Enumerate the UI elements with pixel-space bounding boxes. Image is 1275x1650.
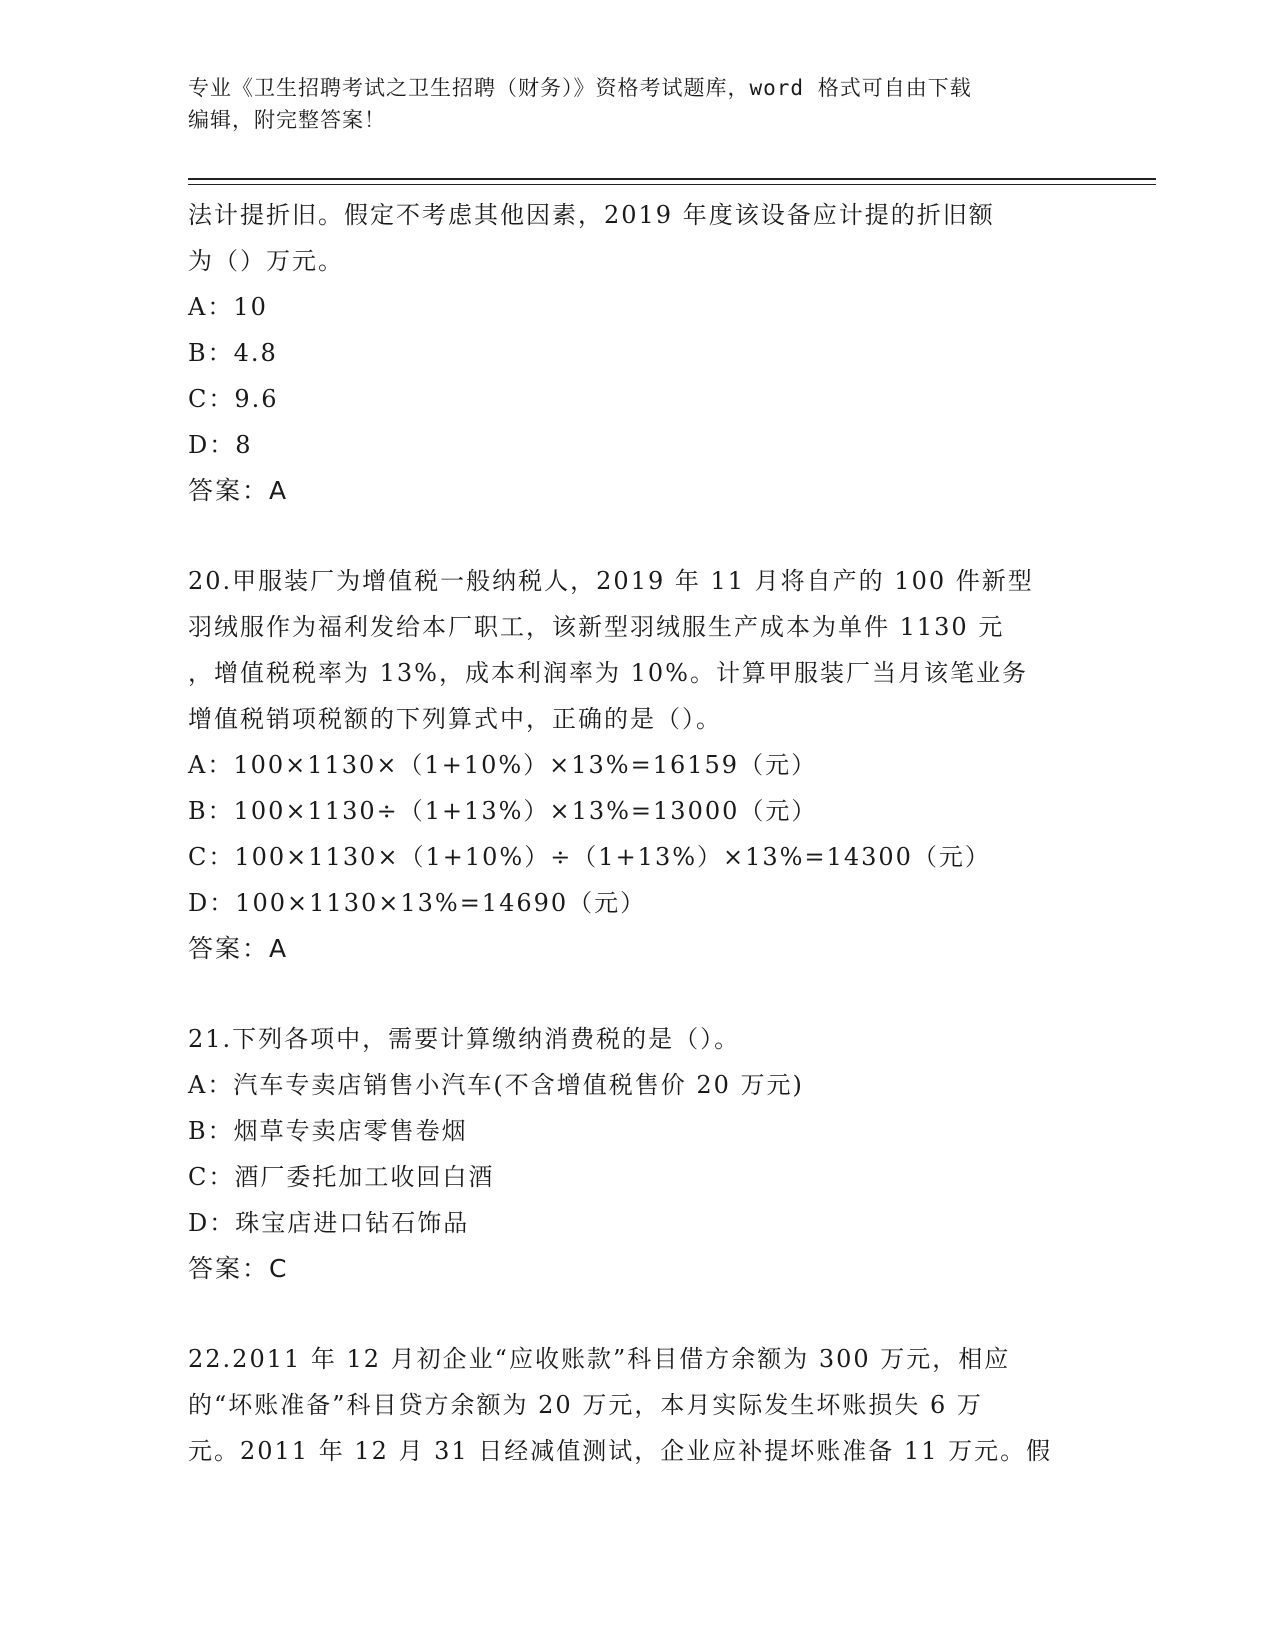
question-text: 元。2011 年 12 月 31 日经减值测试，企业应补提坏账准备 11 万元。假: [188, 1437, 1053, 1465]
option-d: D：100×1130×13%=14690（元）: [188, 889, 647, 917]
question-text: 羽绒服作为福利发给本厂职工，该新型羽绒服生产成本为单件 1130 元: [188, 613, 1005, 641]
header-rule-thin: [188, 184, 1156, 185]
question-21: [188, 1016, 1088, 1292]
question-text: 法计提折旧。假定不考虑其他因素，2019 年度该设备应计提的折旧额: [188, 201, 995, 229]
question-20: [188, 558, 1088, 972]
option-a: A：汽车专卖店销售小汽车(不含增值税售价 20 万元): [188, 1071, 804, 1099]
header-rule-thick: [188, 178, 1156, 180]
question-text: 增值税销项税额的下列算式中，正确的是（）。: [188, 705, 722, 733]
header-line-2: 编辑，附完整答案！: [188, 108, 386, 132]
option-a: A：10: [188, 293, 268, 321]
option-c: C：9.6: [188, 385, 279, 413]
question-text: 为（）万元。: [188, 247, 344, 275]
question-list: [188, 192, 1088, 1474]
header-line-1: 专业《卫生招聘考试之卫生招聘（财务）》资格考试题库，word 格式可自由下载: [188, 76, 972, 100]
answer: 答案：C: [188, 1254, 289, 1283]
question-22: [188, 1336, 1088, 1474]
option-b: B：4.8: [188, 339, 278, 367]
page-header: [188, 72, 1068, 136]
option-d: D：8: [188, 431, 253, 459]
question-text: 22.2011 年 12 月初企业“应收账款”科目借方余额为 300 万元，相应: [188, 1345, 1011, 1373]
question-text: 20.甲服装厂为增值税一般纳税人，2019 年 11 月将自产的 100 件新型: [188, 567, 1034, 595]
question-text: ，增值税税率为 13%，成本利润率为 10%。计算甲服装厂当月该笔业务: [188, 659, 1028, 687]
option-b: B：100×1130÷（1+13%）×13%=13000（元）: [188, 797, 818, 825]
answer: 答案：A: [188, 934, 289, 963]
option-a: A：100×1130×（1+10%）×13%=16159（元）: [188, 751, 818, 779]
question-text: 21.下列各项中，需要计算缴纳消费税的是（）。: [188, 1025, 741, 1053]
question-19: [188, 192, 1088, 514]
option-c: C：100×1130×（1+10%）÷（1+13%）×13%=14300（元）: [188, 843, 991, 871]
option-b: B：烟草专卖店零售卷烟: [188, 1117, 468, 1145]
question-text: 的“坏账准备”科目贷方余额为 20 万元，本月实际发生坏账损失 6 万: [188, 1391, 983, 1419]
answer: 答案：A: [188, 476, 289, 505]
option-d: D：珠宝店进口钻石饰品: [188, 1209, 470, 1237]
option-c: C：酒厂委托加工收回白酒: [188, 1163, 495, 1191]
